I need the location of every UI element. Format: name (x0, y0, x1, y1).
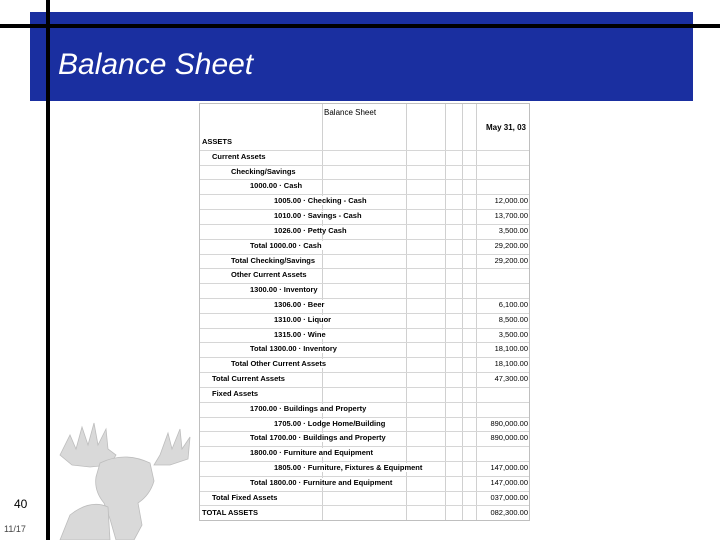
report-row (200, 507, 530, 522)
row-amount: 147,000.00 (490, 477, 528, 487)
report-row (200, 329, 530, 344)
row-label: ASSETS (202, 137, 233, 146)
row-label: Fixed Assets (212, 388, 258, 398)
report-row (200, 373, 530, 388)
slide-number: 40 (14, 497, 28, 511)
row-amount: 47,300.00 (494, 374, 528, 384)
report-row (200, 432, 530, 447)
report-row (200, 477, 530, 492)
row-label: 1306.00 · Beer (274, 300, 325, 310)
report-title: Balance Sheet (324, 108, 377, 117)
row-label: Total Current Assets (212, 374, 285, 384)
report-row (200, 269, 530, 284)
report-date: May 31, 03 (485, 123, 526, 132)
row-label: 1310.00 · Liquor (274, 314, 332, 324)
report-row (200, 284, 530, 299)
report-row (200, 210, 530, 225)
row-amount: 3,500.00 (498, 329, 528, 339)
row-label: 1000.00 · Cash (250, 181, 303, 191)
report-row (200, 462, 530, 477)
report-row (200, 195, 530, 210)
report-row (200, 418, 530, 433)
report-row (200, 240, 530, 255)
row-label: 1300.00 · Inventory (250, 285, 318, 295)
banner-divider-line (30, 24, 693, 28)
row-amount: 147,000.00 (490, 463, 528, 473)
report-row (200, 403, 530, 418)
row-amount: 037,000.00 (490, 492, 528, 502)
row-amount: 082,300.00 (490, 507, 528, 517)
row-amount: 29,200.00 (494, 255, 528, 265)
row-label: 1005.00 · Checking - Cash (274, 196, 367, 206)
report-row (200, 358, 530, 373)
banner-vertical-line (46, 0, 50, 101)
report-row (200, 225, 530, 240)
row-label: 1010.00 · Savings - Cash (274, 211, 362, 221)
top-rule-line-right (693, 24, 720, 28)
row-label: 1315.00 · Wine (274, 329, 326, 339)
row-amount: 18,100.00 (494, 359, 528, 369)
balance-sheet-report (199, 103, 530, 521)
report-row (200, 180, 530, 195)
row-label: Checking/Savings (231, 166, 296, 176)
moose-logo (50, 415, 200, 540)
report-row (200, 255, 530, 270)
row-amount: 890,000.00 (490, 433, 528, 443)
report-row (200, 166, 530, 181)
report-row (200, 447, 530, 462)
row-label: 1800.00 · Furniture and Equipment (250, 448, 373, 458)
report-row (200, 388, 530, 403)
report-row (200, 136, 530, 151)
row-amount: 3,500.00 (498, 225, 528, 235)
row-amount: 18,100.00 (494, 344, 528, 354)
row-amount: 12,000.00 (494, 196, 528, 206)
row-label: Total Checking/Savings (231, 255, 316, 265)
slide-date: 11/17 (4, 524, 26, 534)
row-label: 1805.00 · Furniture, Fixtures & Equipment (274, 463, 423, 473)
row-amount: 6,100.00 (498, 300, 528, 310)
slide-title: Balance Sheet (58, 48, 254, 81)
row-label: 1705.00 · Lodge Home/Building (274, 418, 386, 428)
row-label: Other Current Assets (231, 270, 307, 280)
row-label: 1026.00 · Petty Cash (274, 225, 347, 235)
report-row (200, 492, 530, 507)
row-label: 1700.00 · Buildings and Property (250, 403, 367, 413)
report-row (200, 299, 530, 314)
report-row (200, 343, 530, 358)
row-amount: 13,700.00 (494, 211, 528, 221)
row-label: Current Assets (212, 151, 266, 161)
report-row (200, 314, 530, 329)
row-label: Total 1800.00 · Furniture and Equipment (250, 477, 393, 487)
top-rule-line (0, 24, 30, 28)
row-amount: 29,200.00 (494, 240, 528, 250)
row-label: Total Fixed Assets (212, 492, 278, 502)
row-label: Total 1700.00 · Buildings and Property (250, 433, 386, 443)
row-amount: 890,000.00 (490, 418, 528, 428)
row-label: TOTAL ASSETS (202, 507, 258, 517)
row-label: Total 1000.00 · Cash (250, 240, 322, 250)
row-label: Total 1300.00 · Inventory (250, 344, 337, 354)
report-row (200, 151, 530, 166)
row-label: Total Other Current Assets (231, 359, 327, 369)
row-amount: 8,500.00 (498, 314, 528, 324)
